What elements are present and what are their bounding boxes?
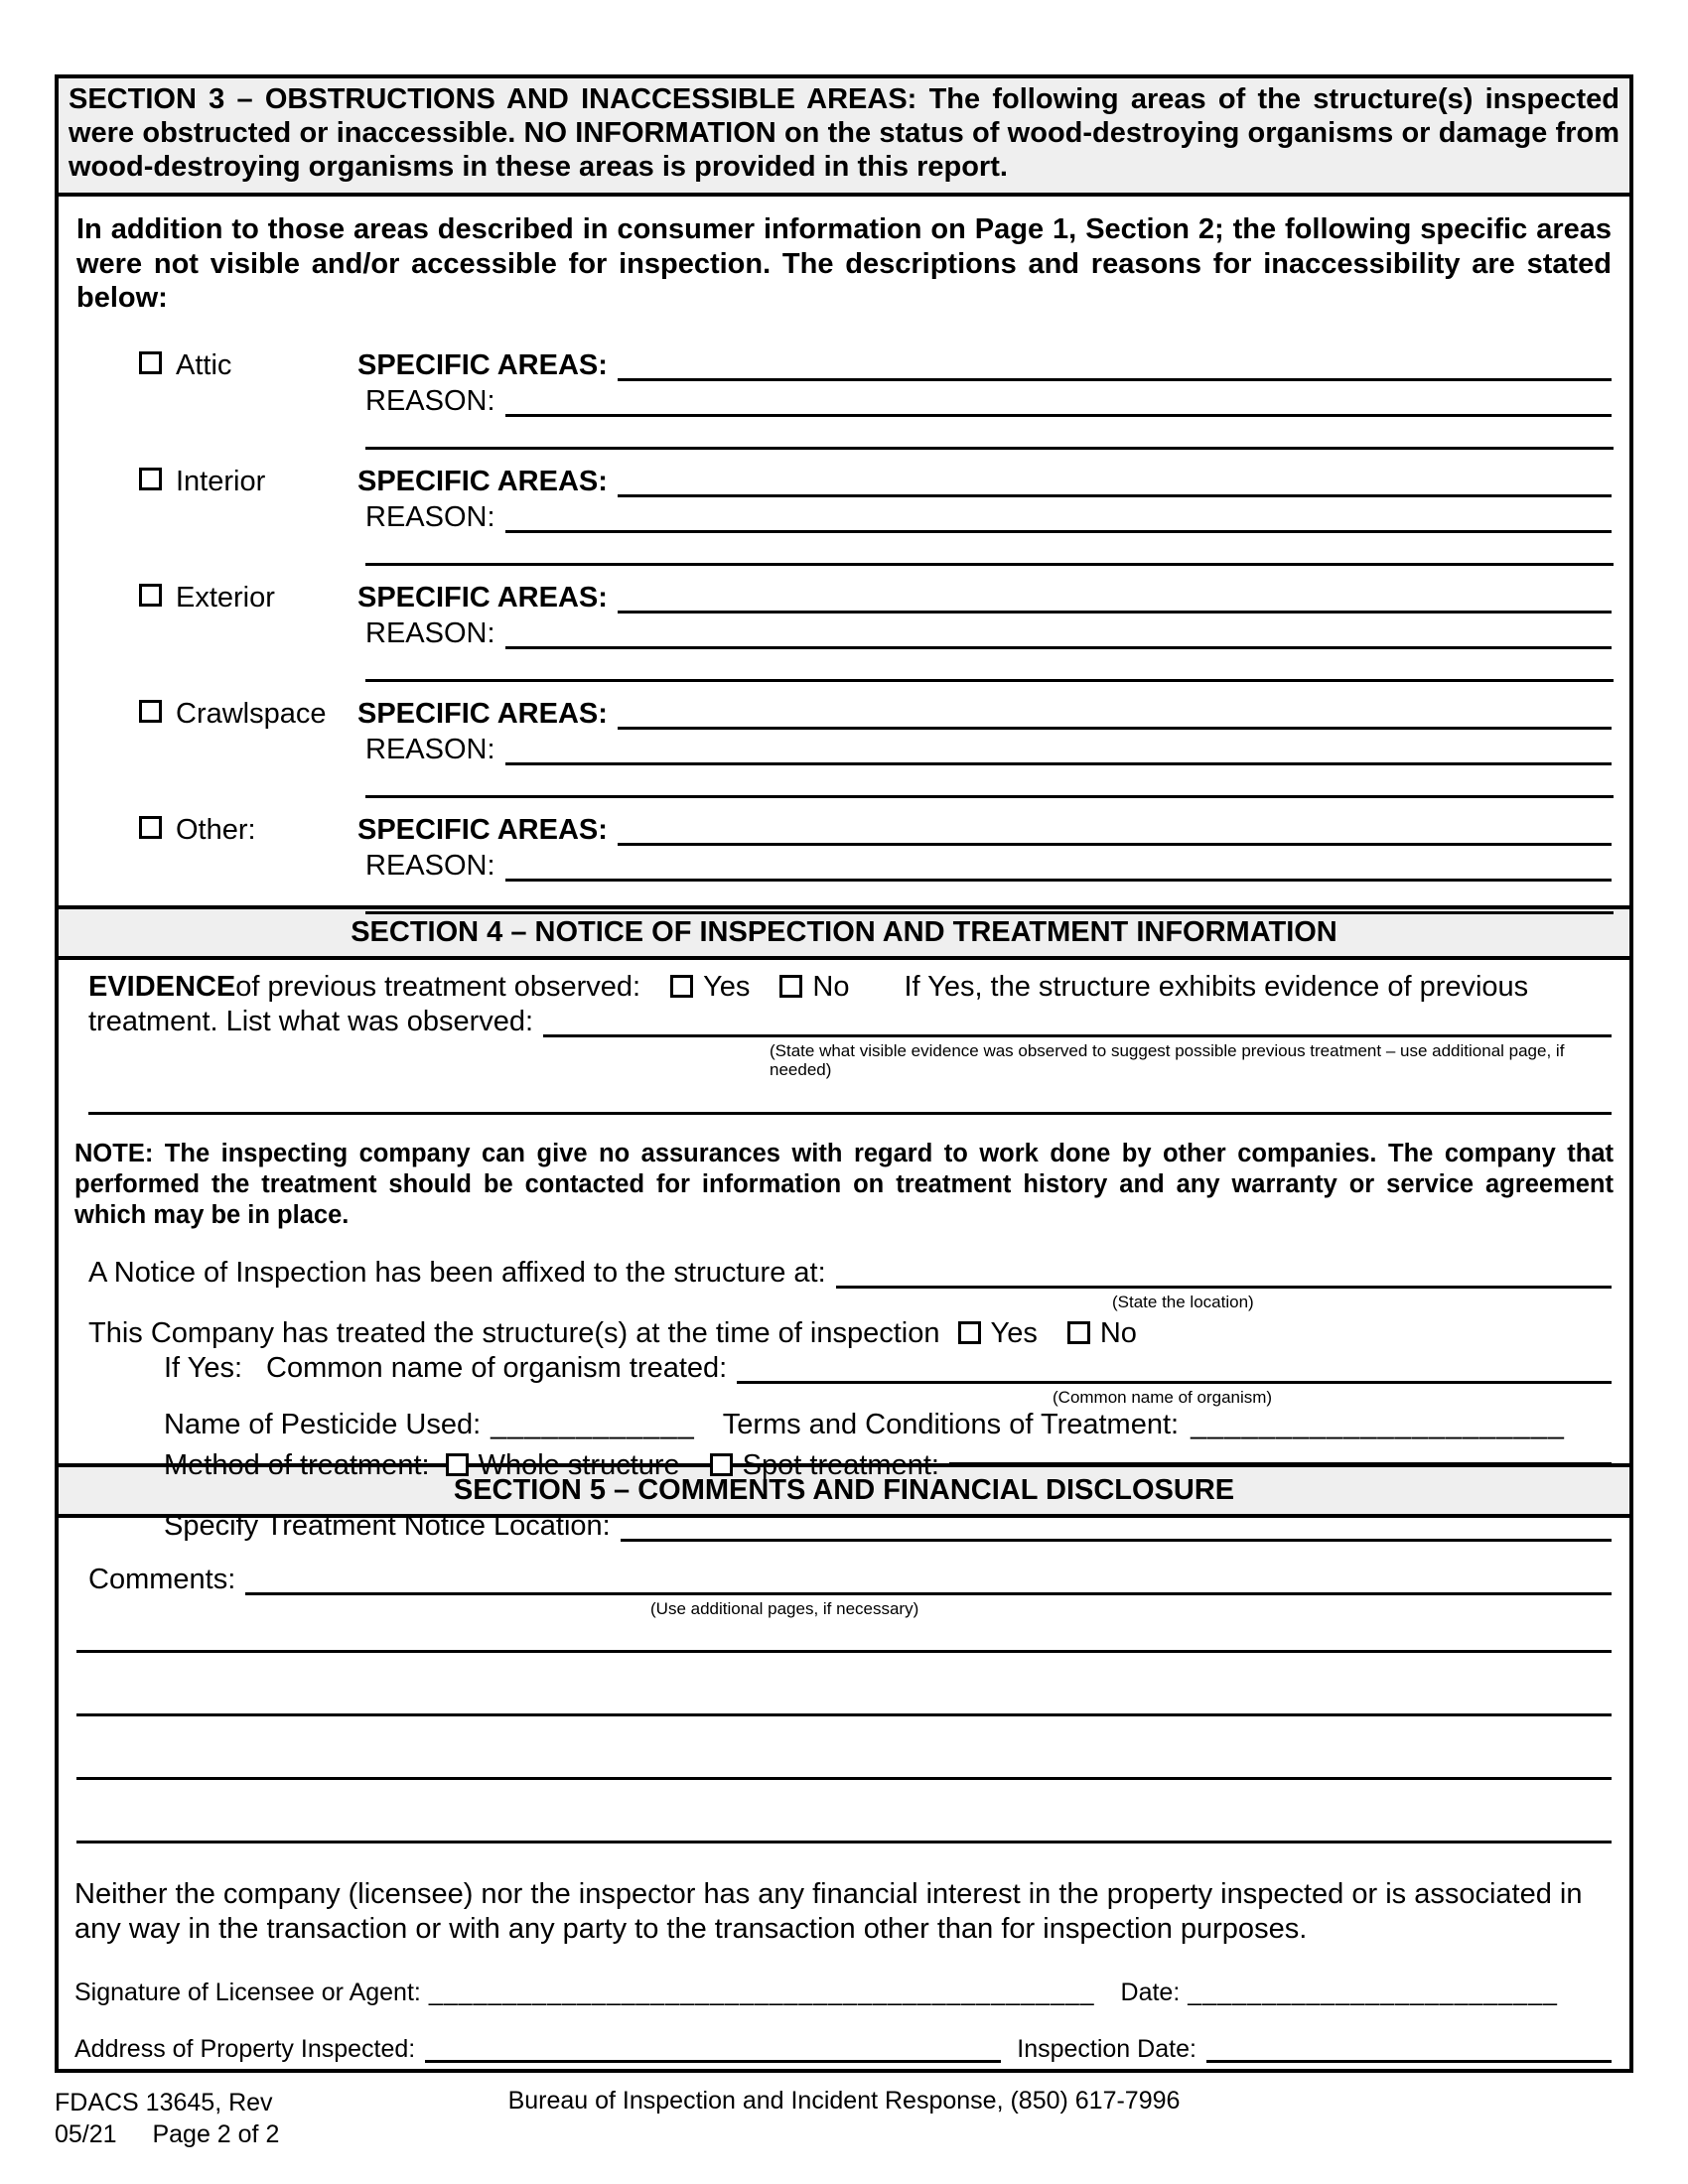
reason-label: REASON: [365, 850, 495, 883]
section4-title: SECTION 4 – NOTICE OF INSPECTION AND TREATMENT INFORMATION [351, 915, 1337, 948]
treated-yes-label: Yes [990, 1317, 1038, 1350]
terms-input-blank[interactable]: ______________________ [1191, 1409, 1565, 1441]
inspection-date-label: Inspection Date: [1017, 2034, 1196, 2063]
reason-label: REASON: [365, 385, 495, 418]
spot-treatment-label: Spot treatment: [742, 1448, 939, 1481]
other-label: Other: [176, 814, 256, 847]
bureau-contact: Bureau of Inspection and Incident Response, (850) 617-7996 [507, 2086, 1181, 2115]
crawlspace-label: Crawlspace [176, 698, 327, 731]
company-treated-label: This Company has treated the structure(s) at the time of inspection [88, 1317, 940, 1350]
exterior-checkbox[interactable] [139, 584, 162, 607]
reason-label: REASON: [365, 734, 495, 766]
other-reason-line2[interactable] [365, 911, 1614, 914]
specific-areas-label: SPECIFIC AREAS: [357, 582, 608, 614]
interior-checkbox[interactable] [139, 468, 162, 490]
attic-specific-areas-line[interactable] [618, 349, 1612, 381]
terms-label: Terms and Conditions of Treatment: [722, 1409, 1180, 1441]
specify-location-input-line[interactable] [621, 1510, 1612, 1542]
interior-reason-line[interactable] [505, 501, 1612, 533]
section5-title: SECTION 5 – COMMENTS AND FINANCIAL DISCLOSURE [453, 1473, 1235, 1506]
other-specific-areas-line[interactable] [618, 814, 1612, 846]
comments-line-4[interactable] [76, 1777, 1612, 1780]
specific-areas-label: SPECIFIC AREAS: [357, 349, 608, 382]
observed-label: treatment. List what was observed: [88, 1005, 534, 1037]
evidence-label: EVIDENCE [88, 971, 236, 1004]
date-label: Date: [1120, 1978, 1181, 2006]
signature-label: Signature of Licensee or Agent: [74, 1978, 421, 2006]
exterior-specific-areas-line[interactable] [618, 582, 1612, 614]
section3-header-text: The following areas of the structure(s) inspected were obstructed or inaccessible. NO INFORMATION on the status of wood-destroying organisms or damage from wood-destroying organisms in these areas is provided in this report. [69, 83, 1619, 183]
attic-label: Attic [176, 349, 232, 382]
comments-line-3[interactable] [76, 1713, 1612, 1716]
specific-areas-label: SPECIFIC AREAS: [357, 814, 608, 847]
evidence-no-checkbox[interactable] [779, 975, 802, 998]
area-group-exterior [74, 582, 1614, 682]
attic-checkbox[interactable] [139, 351, 162, 374]
comments-line-5[interactable] [76, 1841, 1612, 1843]
interior-specific-areas-line[interactable] [618, 466, 1612, 497]
area-group-attic [74, 349, 1614, 450]
state-location-hint: (State the location) [1112, 1293, 1254, 1312]
whole-structure-checkbox[interactable] [446, 1453, 469, 1476]
observed-input-line2[interactable] [88, 1112, 1612, 1115]
comments-line-2[interactable] [76, 1650, 1612, 1653]
crawlspace-checkbox[interactable] [139, 700, 162, 723]
interior-label: Interior [176, 466, 266, 498]
evidence-if-yes-text: If Yes, the structure exhibits evidence of previous [904, 971, 1529, 1004]
crawlspace-specific-areas-line[interactable] [618, 698, 1612, 730]
specify-location-label: Specify Treatment Notice Location: [164, 1510, 611, 1543]
address-input-line[interactable] [425, 2035, 1001, 2063]
form-number: FDACS 13645, Rev [55, 2088, 273, 2116]
crawlspace-reason-line2[interactable] [365, 795, 1614, 798]
evidence-yes-checkbox[interactable] [670, 975, 693, 998]
inspection-date-input-line[interactable] [1206, 2035, 1612, 2063]
financial-disclosure-text: Neither the company (licensee) nor the inspector has any financial interest in the property inspected or is associated in any way in the transaction or with any party to the transaction other than for inspection purposes. [74, 1878, 1583, 1946]
area-group-interior [74, 466, 1614, 566]
attic-reason-line[interactable] [505, 385, 1612, 417]
whole-structure-label: Whole structure [478, 1448, 680, 1481]
area-group-other [74, 814, 1614, 914]
reason-label: REASON: [365, 617, 495, 650]
section3-header-title: SECTION 3 – OBSTRUCTIONS AND INACCESSIBLE AREAS: [69, 83, 917, 115]
section3-intro: In addition to those areas described in consumer information on Page 1, Section 2; the following specific areas were not visible and/or accessible for inspection. The descriptions and reasons for inaccessibility are stated below: [76, 212, 1612, 315]
treated-no-label: No [1099, 1317, 1137, 1350]
observed-input-line[interactable] [543, 1006, 1612, 1037]
comments-input-line[interactable] [245, 1564, 1612, 1595]
pesticide-input-blank[interactable]: ____________ [491, 1409, 695, 1441]
page-footer [55, 2087, 1633, 2151]
interior-reason-line2[interactable] [365, 563, 1614, 566]
other-reason-line[interactable] [505, 850, 1612, 882]
evidence-text: of previous treatment observed: [235, 971, 641, 1004]
common-name-hint: (Common name of organism) [1053, 1387, 1273, 1407]
method-label: Method of treatment: [164, 1448, 430, 1481]
exterior-label: Exterior [176, 582, 275, 614]
comments-hint: (Use additional pages, if necessary) [650, 1598, 919, 1618]
specific-areas-label: SPECIFIC AREAS: [357, 698, 608, 731]
section3-header [55, 74, 1633, 197]
address-label: Address of Property Inspected: [74, 2034, 416, 2063]
form-revision: 05/21 [55, 2120, 117, 2149]
if-yes-label: If Yes: [164, 1351, 243, 1384]
notice-affixed-input-line[interactable] [836, 1257, 1612, 1289]
specific-areas-label: SPECIFIC AREAS: [357, 466, 608, 498]
crawlspace-reason-line[interactable] [505, 734, 1612, 765]
reason-label: REASON: [365, 501, 495, 534]
common-name-input-line[interactable] [737, 1352, 1612, 1384]
other-checkbox[interactable] [139, 816, 162, 839]
exterior-reason-line2[interactable] [365, 679, 1614, 682]
attic-reason-line2[interactable] [365, 447, 1614, 450]
evidence-yes-label: Yes [703, 971, 751, 1004]
notice-affixed-label: A Notice of Inspection has been affixed to the structure at: [88, 1257, 826, 1290]
page-number: Page 2 of 2 [152, 2120, 280, 2149]
treated-yes-checkbox[interactable] [958, 1321, 981, 1344]
spot-treatment-input-line[interactable] [949, 1462, 1612, 1465]
area-group-crawlspace [74, 698, 1614, 798]
comments-label: Comments: [88, 1563, 236, 1595]
exterior-reason-line[interactable] [505, 617, 1612, 649]
treated-no-checkbox[interactable] [1067, 1321, 1090, 1344]
spot-treatment-checkbox[interactable] [710, 1453, 733, 1476]
pesticide-label: Name of Pesticide Used: [164, 1409, 482, 1441]
date-input-blank[interactable]: _________________________ [1188, 1978, 1558, 2006]
common-name-label: Common name of organism treated: [266, 1351, 728, 1384]
section5-body [55, 1514, 1633, 2073]
evidence-no-label: No [812, 971, 850, 1004]
evidence-hint: (State what visible evidence was observed to suggest possible previous treatment – use additional page, if needed) [770, 1040, 1565, 1080]
section4-note: NOTE: The inspecting company can give no assurances with regard to work done by other companies. The company that performed the treatment should be contacted for information on treatment history and any warranty or service agreement which may be in place. [74, 1139, 1614, 1230]
signature-input-blank[interactable]: _____________________________________________ [428, 1978, 1095, 2006]
section3-body [55, 193, 1633, 909]
